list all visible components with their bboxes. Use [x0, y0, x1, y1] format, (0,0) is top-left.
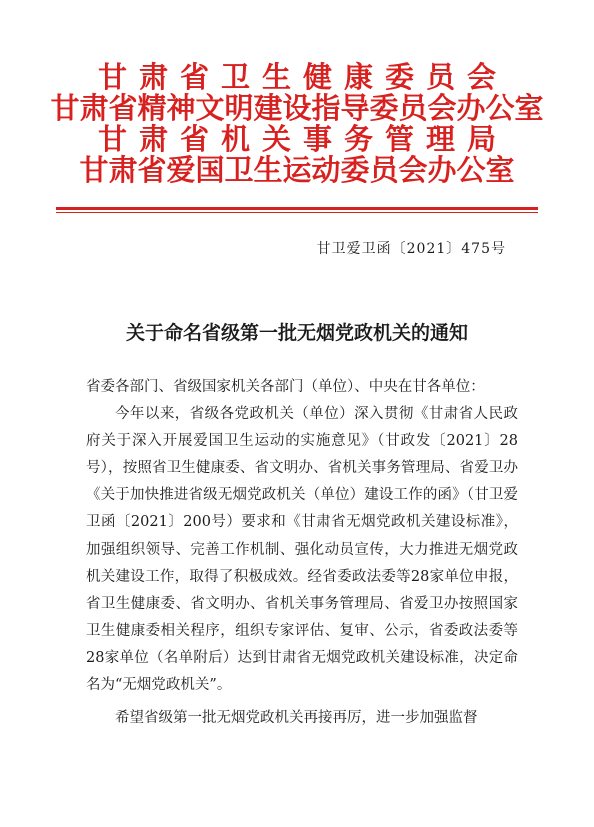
body-paragraph: 希望省级第一批无烟党政机关再接再厉，进一步加强监督: [115, 710, 478, 727]
letterhead: [0, 62, 594, 186]
document-title: 关于命名省级第一批无烟党政机关的通知: [125, 322, 468, 344]
letterhead-divider-thin: [56, 212, 538, 213]
org-name-civilization-office: 甘肃省精神文明建设指导委员会办公室: [50, 91, 544, 125]
org-name-patriotic-health-office: 甘肃省爱国卫生运动委员会办公室: [79, 153, 515, 187]
org-name-health-commission: 甘肃省卫生健康委员会: [97, 60, 508, 94]
body-paragraph: 今年以来，省级各党政机关（单位）深入贯彻《甘肃省人民政府关于深入开展爱国卫生运动的实施意见》（甘政发〔2021〕28号），按照省卫生健康委、省文明办、省机关事务管理局、省爱卫办《关于加快推进省级无烟党政机关（单位）建设工作的函》（甘卫爱卫函〔2021〕200号）要求和《甘肃省无烟党政机关建设标准》，加强组织领导、完善工作机制、强化动员宣传，大力推进无烟党政机关建设工作，取得了积极成效。经省委政法委等28家单位申报，省卫生健康委、省文明办、省机关事务管理局、省爱卫办按照国家卫生健康委相关程序，组织专家评估、复审、公示，省委政法委等28家单位（名单附后）达到甘肃省无烟党政机关建设标准，决定命名为“无烟党政机关”。: [86, 406, 518, 694]
salutation: 省委各部门、省级国家机关各部门（单位）、中央在甘各单位：: [86, 379, 485, 395]
org-name-affairs-bureau: 甘肃省机关事务管理局: [97, 122, 508, 156]
letterhead-divider-thick: [56, 207, 538, 210]
document-number: 甘卫爱卫函〔2021〕475号: [316, 241, 506, 257]
document-body: [86, 374, 518, 732]
